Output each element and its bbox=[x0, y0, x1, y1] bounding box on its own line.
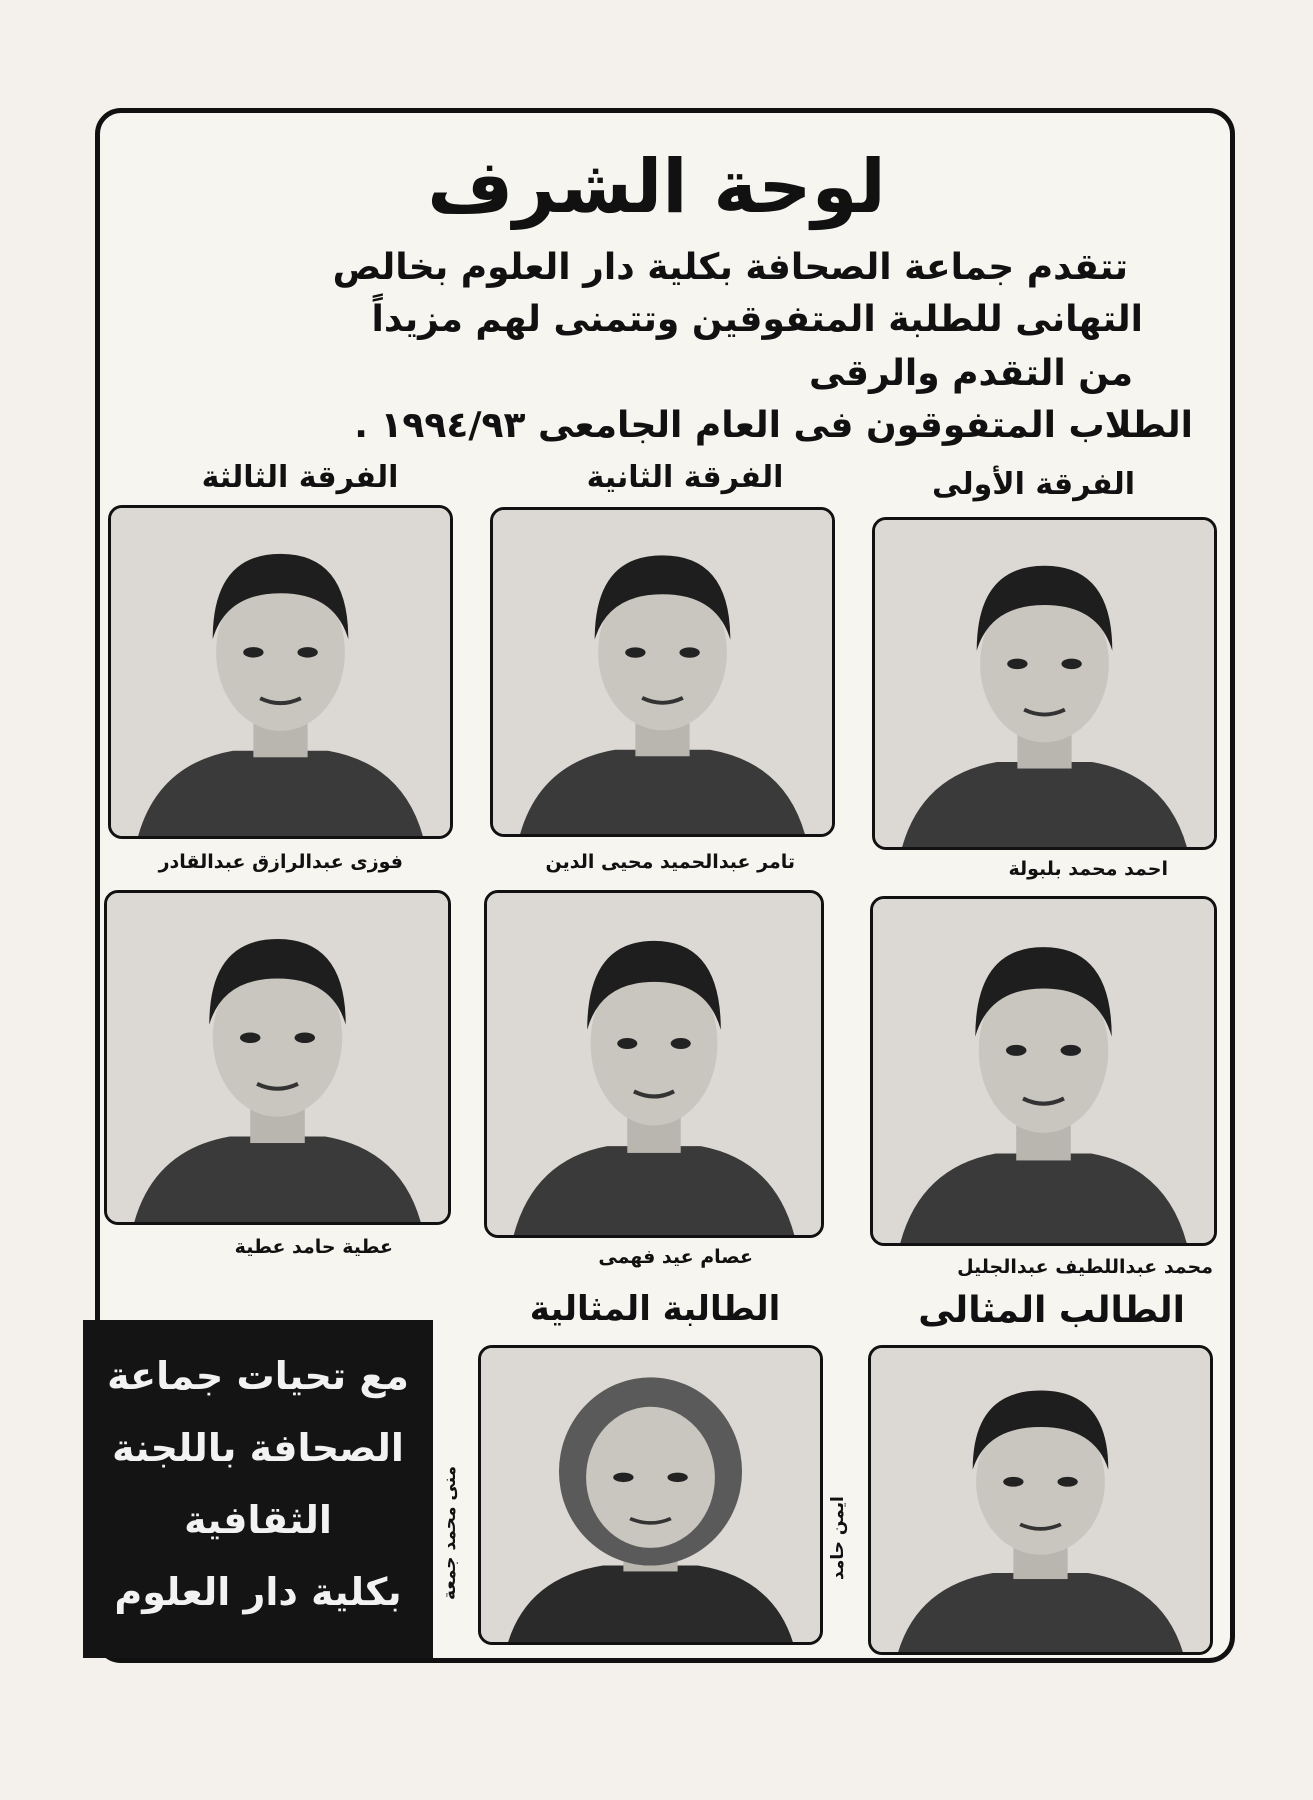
name-second-year-2: عصام عيد فهمى bbox=[598, 1246, 753, 1268]
intro-line-1: تتقدم جماعة الصحافة بكلية دار العلوم بخالص bbox=[332, 247, 1128, 288]
signoff-box bbox=[83, 1320, 433, 1658]
left-eye bbox=[1003, 1477, 1023, 1487]
name-third-year-1: فوزى عبدالرازق عبدالقادر bbox=[158, 851, 403, 873]
portrait-illustration bbox=[871, 1348, 1210, 1652]
right-eye bbox=[667, 1473, 687, 1482]
photo-second-year-1 bbox=[490, 507, 835, 837]
left-eye bbox=[1007, 659, 1027, 669]
heading-ideal-female: الطالبة المثالية bbox=[529, 1289, 781, 1329]
left-eye bbox=[625, 647, 645, 657]
portrait-illustration bbox=[493, 510, 832, 834]
heading-first-year: الفرقة الأولى bbox=[932, 467, 1135, 502]
name-ideal-female: منى محمد جمعة bbox=[440, 1465, 460, 1600]
portrait-illustration bbox=[875, 520, 1214, 847]
name-ideal-male: ايمن حامد bbox=[828, 1496, 848, 1580]
right-eye bbox=[297, 647, 317, 657]
page-title: لوحة الشرف bbox=[427, 144, 886, 230]
right-eye bbox=[671, 1038, 691, 1049]
left-eye bbox=[617, 1038, 637, 1049]
intro-line-3: من التقدم والرقى bbox=[808, 353, 1133, 394]
portrait-illustration bbox=[111, 508, 450, 836]
left-eye bbox=[240, 1032, 260, 1043]
face-shape bbox=[586, 1407, 715, 1548]
signoff-line-3: الثقافية bbox=[184, 1498, 332, 1542]
photo-third-year-1 bbox=[108, 505, 453, 839]
intro-line-2: التهانى للطلبة المتفوقين وتتمنى لهم مزيداً bbox=[371, 299, 1143, 340]
left-eye bbox=[1006, 1045, 1026, 1056]
heading-second-year: الفرقة الثانية bbox=[586, 460, 784, 495]
left-eye bbox=[243, 647, 263, 657]
heading-ideal-male: الطالب المثالى bbox=[918, 1290, 1185, 1331]
heading-third-year: الفرقة الثالثة bbox=[201, 460, 399, 495]
photo-first-year-1 bbox=[872, 517, 1217, 850]
photo-ideal-female bbox=[478, 1345, 823, 1645]
right-eye bbox=[1057, 1477, 1077, 1487]
photo-first-year-2 bbox=[870, 896, 1217, 1246]
signoff-line-2: الصحافة باللجنة bbox=[112, 1426, 404, 1470]
portrait-illustration bbox=[481, 1348, 820, 1642]
right-eye bbox=[1061, 1045, 1081, 1056]
name-first-year-2: محمد عبداللطيف عبدالجليل bbox=[957, 1256, 1213, 1278]
name-third-year-2: عطية حامد عطية bbox=[234, 1236, 393, 1258]
signoff-line-4: بكلية دار العلوم bbox=[114, 1570, 402, 1614]
portrait-illustration bbox=[873, 899, 1214, 1243]
intro-line-4: الطلاب المتفوقون فى العام الجامعى ١٩٩٤/٩٣ . bbox=[354, 405, 1193, 446]
name-first-year-1: احمد محمد بلبولة bbox=[1008, 858, 1168, 880]
right-eye bbox=[295, 1032, 315, 1043]
photo-second-year-2 bbox=[484, 890, 824, 1238]
left-eye bbox=[613, 1473, 633, 1482]
photo-ideal-male bbox=[868, 1345, 1213, 1655]
right-eye bbox=[1061, 659, 1081, 669]
right-eye bbox=[679, 647, 699, 657]
signoff-line-1: مع تحيات جماعة bbox=[107, 1354, 409, 1398]
name-second-year-1: تامر عبدالحميد محيى الدين bbox=[545, 851, 795, 873]
photo-third-year-2 bbox=[104, 890, 451, 1225]
portrait-illustration bbox=[107, 893, 448, 1222]
portrait-illustration bbox=[487, 893, 821, 1235]
